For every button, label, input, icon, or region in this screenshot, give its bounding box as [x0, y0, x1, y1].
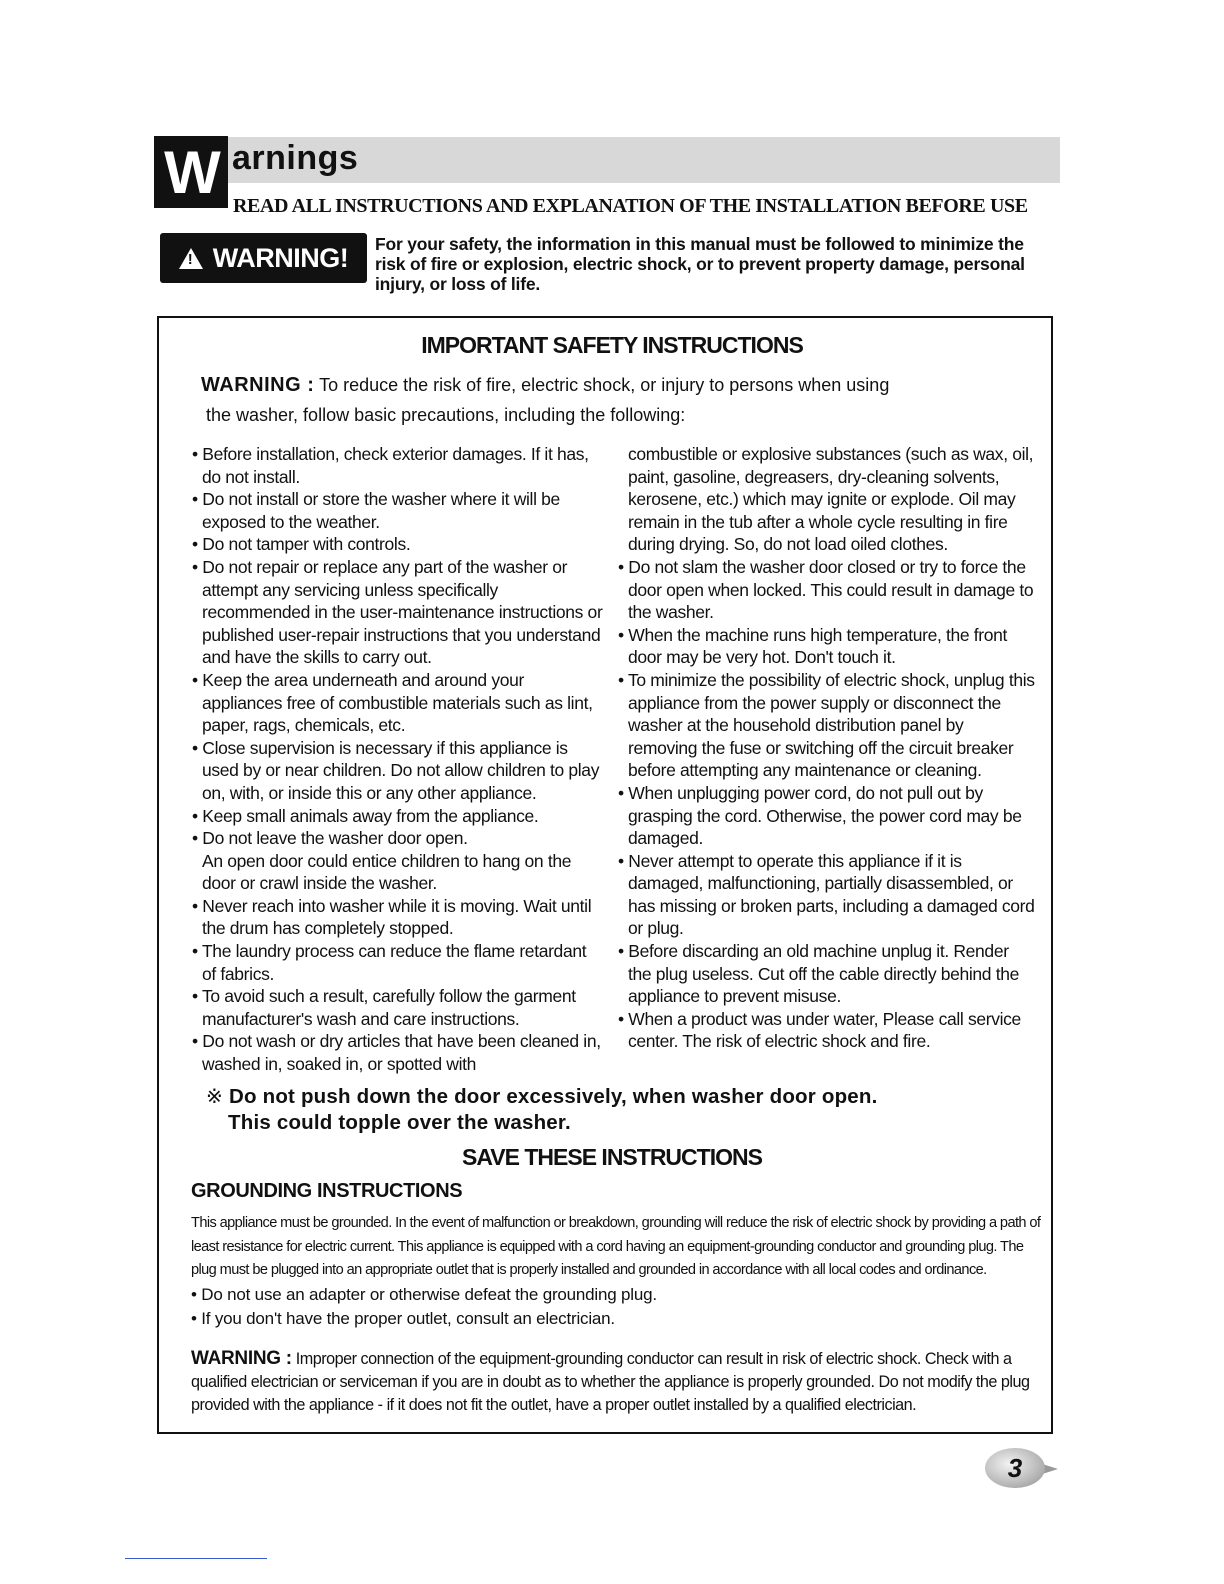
- grounding-warning-lead: WARNING :: [191, 1348, 292, 1369]
- instruction-bullet: • Do not repair or replace any part of the washer or attempt any servicing unless specifically recommended in the user-maintenance instructions or published user-repair instructions that you understand and have the skills to carry out.: [192, 556, 603, 668]
- instruction-bullet: • The laundry process can reduce the flame retardant of fabrics.: [192, 941, 587, 984]
- instruction-bullet: • Close supervision is necessary if this appliance is used by or near children. Do not allow children to play on, with, or inside this or any other appliance.: [192, 737, 600, 803]
- instruction-bullet: • Do not install or store the washer where it will be exposed to the weather.: [192, 489, 560, 532]
- instruction-bullet: • Do not slam the washer door closed or try to force the door open when locked. This could result in damage to the washer.: [618, 556, 1034, 623]
- instructions-left-column: [192, 443, 604, 1076]
- grounding-heading: GROUNDING INSTRUCTIONS: [191, 1180, 463, 1202]
- grounding-bullets: [191, 1283, 657, 1330]
- instruction-bullet: • When the machine runs high temperature, the front door may be very hot. Don't touch it.: [618, 624, 1008, 668]
- save-instructions-title: SAVE THESE INSTRUCTIONS: [462, 1144, 762, 1170]
- grounding-paragraph: This appliance must be grounded. In the event of malfunction or breakdown, grounding will reduce the risk of electric shock by providing a path of least resistance for electric current. This appliance is equipped with a cord having an equipment-grounding conductor and grounding plug. The plug must be plugged into an appropriate outlet that is properly installed and grounded in accordance with all local codes and ordinance.: [191, 1215, 1041, 1278]
- page-subtitle: READ ALL INSTRUCTIONS AND EXPLANATION OF THE INSTALLATION BEFORE USE: [233, 195, 1028, 217]
- grounding-bullet: • If you don't have the proper outlet, consult an electrician.: [191, 1308, 615, 1328]
- grounding-warning-text: Improper connection of the equipment-grounding conductor can result in risk of electric shock. Check with a qualified electrician or serviceman if you are in doubt as to whether the appliance is properly grounded. Do not modify the plug provided with the appliance - if it does not fit the outlet, have a proper outlet installed by a qualified electrician.: [191, 1350, 1030, 1414]
- header-initial-block: W: [154, 136, 228, 208]
- warning-badge: [160, 233, 367, 283]
- warning-triangle-icon: [179, 248, 203, 269]
- instruction-bullet: • Keep the area underneath and around your appliances free of combustible materials such as lint, paper, rags, chemicals, etc.: [192, 669, 593, 736]
- safety-warning-lead: WARNING :: [201, 374, 315, 396]
- instruction-bullet: • Before installation, check exterior damages. If it has, do not install.: [192, 444, 589, 487]
- instruction-bullet: • Do not leave the washer door open.: [192, 828, 468, 849]
- instruction-bullet: • To avoid such a result, carefully follow the garment manufacturer's wash and care instructions.: [192, 986, 576, 1029]
- instruction-continuation: An open door could entice children to hang on the door or crawl inside the washer.: [202, 850, 572, 894]
- notice-symbol: ※: [206, 1086, 223, 1108]
- instruction-bullet: • Do not wash or dry articles that have been cleaned in, washed in, soaked in, or spotted with: [192, 1031, 601, 1075]
- instruction-bullet: • When a product was under water, Please call service center. The risk of electric shock and fire.: [618, 1008, 1021, 1052]
- instruction-bullet: • To minimize the possibility of electric shock, unplug this appliance from the power supply or disconnect the washer at the household distribution panel by removing the fuse or switching off the circuit breaker before attempting any maintenance or cleaning.: [618, 669, 1035, 781]
- warning-intro-text: For your safety, the information in this manual must be followed to minimize the risk of fire or explosion, electric shock, or to prevent property damage, personal injury, or loss of life.: [375, 234, 1025, 294]
- instruction-bullet: • When unplugging power cord, do not pull out by grasping the cord. Otherwise, the power cord may be damaged.: [618, 782, 1022, 849]
- instructions-right-column: [618, 443, 1036, 1053]
- safety-warning-line-2: the washer, follow basic precautions, including the following:: [206, 405, 686, 425]
- grounding-warning: [191, 1347, 1041, 1417]
- instruction-bullet: • Keep small animals away from the appliance.: [192, 805, 539, 826]
- instruction-bullet: • Do not tamper with controls.: [192, 534, 411, 555]
- notice-line-1: Do not push down the door excessively, when washer door open.: [228, 1085, 878, 1108]
- notice-line-2: This could topple over the washer.: [228, 1111, 571, 1134]
- instruction-bullet: • Before discarding an old machine unplug it. Render the plug useless. Cut off the cable directly behind the appliance to prevent misuse.: [618, 941, 1019, 1007]
- footer-rule: [125, 1558, 267, 1559]
- page-number: 3: [1007, 1453, 1023, 1483]
- safety-warning-line-1: [201, 374, 889, 397]
- warning-badge-label: WARNING!: [212, 242, 349, 273]
- page-title: arnings: [232, 139, 359, 177]
- safety-title: IMPORTANT SAFETY INSTRUCTIONS: [421, 332, 803, 358]
- grounding-bullet: • Do not use an adapter or otherwise defeat the grounding plug.: [191, 1285, 657, 1304]
- safety-warning-text-1: To reduce the risk of fire, electric shock, or injury to persons when using: [314, 375, 890, 395]
- instruction-bullet: • Never reach into washer while it is moving. Wait until the drum has completely stopped.: [192, 895, 592, 939]
- instruction-bullet: • Never attempt to operate this appliance if it is damaged, malfunctioning, partially disassembled, or has missing or broken parts, including a damaged cord or plug.: [618, 850, 1035, 939]
- instruction-continuation: combustible or explosive substances (such as wax, oil, paint, gasoline, degreasers, dry-cleaning solvents, kerosene, etc.) which may ignite or explode. Oil may remain in the tub after a whole cycle resulting in fire during drying. So, do not load oiled clothes.: [628, 444, 1034, 555]
- door-notice: [206, 1084, 1026, 1135]
